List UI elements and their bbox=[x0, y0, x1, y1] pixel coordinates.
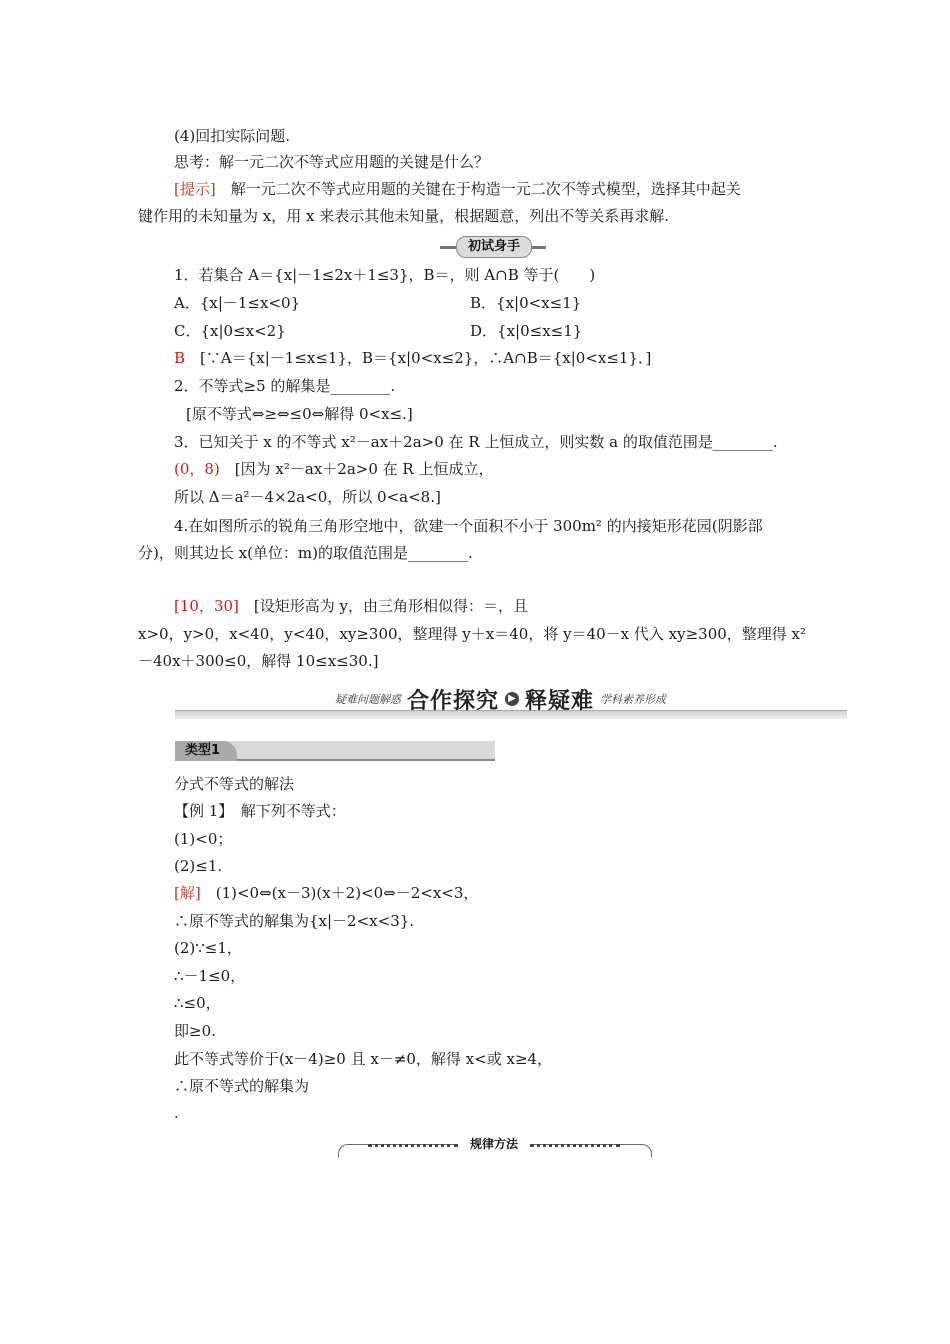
question-4: 4.在如图所示的锐角三角形空地中，欲建一个面积不小于 300m² 的内接矩形花园(阴影部 bbox=[174, 517, 763, 535]
banner-title bbox=[335, 684, 666, 714]
solution-line-1 bbox=[174, 883, 478, 903]
example-1-part-2: (2)≤1. bbox=[174, 857, 223, 875]
solution-text-1: (1)<0⇔(x－3)(x＋2)<0⇔－2<x<3， bbox=[200, 884, 479, 902]
answer-1-tag: B bbox=[174, 349, 186, 367]
section-banner bbox=[175, 684, 847, 720]
answer-4 bbox=[174, 596, 528, 616]
method-dots-left bbox=[368, 1144, 458, 1147]
badge-left-bar bbox=[440, 246, 456, 249]
example-1-part-1: (1)<0； bbox=[174, 830, 233, 848]
banner-main-2: 释疑难 bbox=[525, 688, 595, 714]
question-4-cont: 分)，则其边长 x(单位：m)的取值范围是________. bbox=[138, 544, 473, 562]
banner-arrow-icon: ▶ bbox=[505, 692, 519, 706]
option-c: C．{x|0≤x<2} bbox=[174, 322, 286, 340]
hint-paragraph bbox=[174, 179, 741, 199]
hint-tag: [提示] bbox=[174, 180, 216, 198]
type-header bbox=[175, 741, 495, 761]
try-it-label: 初试身手 bbox=[456, 236, 532, 258]
banner-right-caption: 学科素养形成 bbox=[600, 693, 667, 706]
type-header-tag: 类型1 bbox=[175, 741, 237, 761]
try-it-badge bbox=[440, 236, 546, 258]
solution-line-6: 即≥0. bbox=[174, 1022, 216, 1040]
type-title: 分式不等式的解法 bbox=[174, 775, 295, 793]
solution-line-3: (2)∵≤1， bbox=[174, 939, 242, 957]
solution-line-2: ∴原不等式的解集为{x|－2<x<3}. bbox=[174, 912, 415, 930]
answer-3-text: [因为 x²－ax＋2a>0 在 R 上恒成立， bbox=[219, 460, 494, 478]
think-question: 思考：解一元二次不等式应用题的关键是什么？ bbox=[174, 153, 490, 171]
method-summary-header bbox=[338, 1134, 652, 1156]
hint-text: 解一元二次不等式应用题的关键在于构造一元二次不等式模型，选择其中起关 bbox=[215, 180, 741, 198]
option-d: D．{x|0≤x≤1} bbox=[470, 322, 583, 340]
answer-3-cont: 所以 Δ＝a²－4×2a<0，所以 0<a<8.] bbox=[174, 488, 441, 506]
solution-line-4: ∴－1≤0， bbox=[174, 967, 246, 985]
question-3: 3．已知关于 x 的不等式 x²－ax＋2a>0 在 R 上恒成立，则实数 a 的取值范围是________. bbox=[174, 433, 778, 451]
solution-line-9: . bbox=[174, 1104, 179, 1122]
banner-main-1: 合作探究 bbox=[407, 688, 500, 714]
answer-3-tag: (0，8) bbox=[174, 460, 220, 478]
answer-4-tag: [10，30] bbox=[174, 597, 239, 615]
answer-4-end: －40x＋300≤0，解得 10≤x≤30.] bbox=[138, 652, 379, 670]
solution-tag: [解] bbox=[174, 884, 201, 902]
option-a: A．{x|－1≤x<0} bbox=[174, 294, 301, 312]
answer-2: [原不等式⇔≥⇔≤0⇔解得 0<x≤.] bbox=[186, 405, 413, 423]
option-b: B．{x|0<x≤1} bbox=[470, 294, 582, 312]
question-1: 1．若集合 A＝{x|－1≤2x＋1≤3}，B＝，则 A∩B 等于( ) bbox=[174, 266, 596, 284]
intro-step-4: (4)回扣实际问题. bbox=[174, 127, 291, 145]
badge-right-bar bbox=[530, 246, 546, 249]
banner-left-caption: 疑难问题解惑 bbox=[335, 693, 401, 706]
hint-continuation: 键作用的未知量为 x，用 x 来表示其他未知量，根据题意，列出不等关系再求解. bbox=[138, 207, 669, 225]
solution-line-5: ∴≤0， bbox=[174, 994, 221, 1012]
method-dots-right bbox=[530, 1144, 620, 1147]
answer-3 bbox=[174, 459, 494, 479]
solution-line-8: ∴原不等式的解集为 bbox=[174, 1077, 310, 1095]
answer-1 bbox=[174, 348, 651, 368]
example-1: 【例 1】 解下列不等式： bbox=[174, 802, 346, 820]
question-2: 2．不等式≥5 的解集是________. bbox=[174, 377, 396, 395]
method-label: 规律方法 bbox=[458, 1134, 530, 1154]
answer-4-cont: x>0，y>0，x<40，y<40，xy≥300，整理得 y＋x＝40，将 y＝40－x 代入 xy≥300，整理得 x² bbox=[138, 625, 807, 643]
answer-4-text: [设矩形高为 y，由三角形相似得：＝，且 bbox=[238, 597, 528, 615]
answer-1-text: [∵A＝{x|－1≤x≤1}，B＝{x|0<x≤2}，∴A∩B＝{x|0<x≤1}．] bbox=[185, 349, 652, 367]
solution-line-7: 此不等式等价于(x－4)≥0 且 x－≠0，解得 x<或 x≥4， bbox=[174, 1050, 553, 1068]
